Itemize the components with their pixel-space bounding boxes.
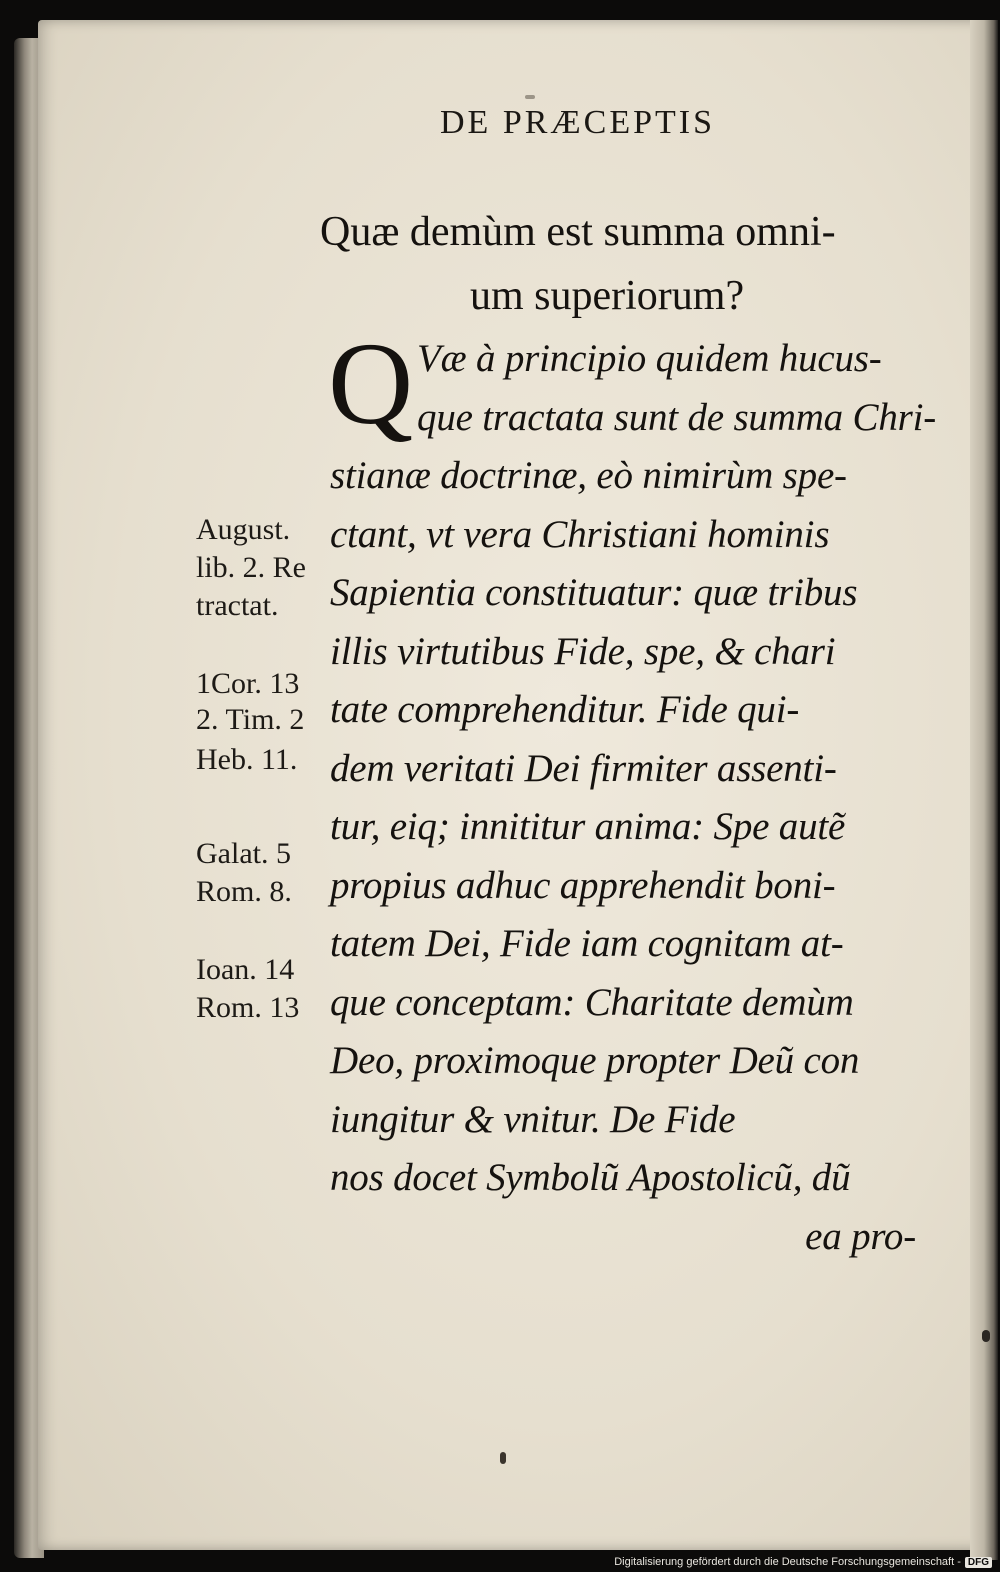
question-line-2: um superiorum?: [470, 273, 745, 319]
credit-text: Digitalisierung gefördert durch die Deutsche Forschungsgemeinschaft -: [614, 1556, 961, 1568]
drop-cap: Q: [328, 318, 414, 449]
body-line: propius adhuc apprehendit boni-: [330, 863, 836, 907]
margin-note: Galat. 5: [196, 837, 291, 870]
body-line: tatem Dei, Fide iam cognitam at-: [330, 922, 844, 965]
margin-note: tractat.: [196, 589, 279, 622]
dfg-logo: DFG: [965, 1557, 992, 1568]
margin-note: Ioan. 14: [196, 953, 295, 986]
page-damage-mark: [982, 1330, 990, 1342]
margin-note: lib. 2. Re: [196, 551, 306, 584]
margin-note: Rom. 8.: [196, 875, 292, 908]
body-line: illis virtutibus Fide, spe, & chari: [330, 629, 836, 673]
margin-note: August.: [196, 513, 291, 546]
body-line: iungitur & vnitur. De Fide: [330, 1097, 736, 1141]
digitization-credit: [614, 1556, 992, 1568]
question-heading: [320, 200, 940, 328]
margin-note: 2. Tim. 2: [196, 703, 305, 736]
margin-note: Rom. 13: [196, 991, 300, 1024]
body-line: que tractata sunt de summa Chri-: [417, 395, 937, 439]
book-edge-right: [970, 20, 998, 1560]
margin-note: Heb. 11.: [196, 743, 298, 776]
ink-mark: [500, 1452, 506, 1464]
body-line: tur, eiq; innititur anima: Spe autẽ: [330, 805, 846, 848]
body-line: tate comprehenditur. Fide qui-: [330, 688, 800, 731]
body-line: stianæ doctrinæ, eò nimirùm spe-: [330, 454, 847, 497]
body-line: ctant, vt vera Christiani hominis: [330, 512, 830, 556]
margin-note: 1Cor. 13: [196, 667, 300, 700]
body-text: [328, 318, 940, 1266]
catchword: ea pro-: [805, 1214, 916, 1258]
body-line: Sapientia constituatur: quæ tribus: [330, 571, 858, 614]
body-line: Deo, proximoque propter Deũ con: [330, 1039, 860, 1082]
body-line: dem veritati Dei firmiter assenti-: [330, 746, 837, 790]
body-line: Væ à principio quidem hucus-: [417, 337, 882, 380]
body-line: que conceptam: Charitate demùm: [330, 980, 854, 1024]
question-line-1: Quæ demùm est summa omni-: [320, 209, 836, 255]
running-head: DE PRÆCEPTIS: [440, 104, 715, 141]
body-line: nos docet Symbolũ Apostolicũ, dũ: [330, 1156, 851, 1199]
ink-mark: [525, 95, 535, 99]
